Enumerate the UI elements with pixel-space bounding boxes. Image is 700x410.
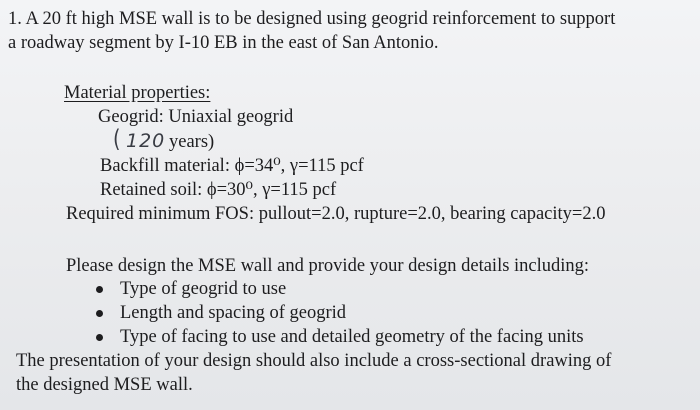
closing-line-2: the designed MSE wall. xyxy=(16,375,193,395)
bullet-icon xyxy=(96,310,103,317)
geogrid-property: Geogrid: Uniaxial geogrid xyxy=(98,107,294,127)
handwritten-paren: ( xyxy=(112,125,121,153)
bullet-icon xyxy=(96,286,103,293)
design-item-geogrid-length-spacing: Length and spacing of geogrid xyxy=(120,303,347,323)
problem-statement-line-2: a roadway segment by I-10 EB in the east of San Antonio. xyxy=(8,33,439,53)
design-request-intro: Please design the MSE wall and provide your design details including: xyxy=(66,256,590,276)
design-life-units: years) xyxy=(169,132,215,152)
material-properties-heading: Material properties: xyxy=(64,83,211,103)
design-item-geogrid-type: Type of geogrid to use xyxy=(120,279,287,299)
closing-line-1: The presentation of your design should also include a cross-sectional drawing of xyxy=(16,351,612,371)
handwritten-design-life: 120 xyxy=(126,130,166,152)
bullet-icon xyxy=(96,334,103,341)
required-fos: Required minimum FOS: pullout=2.0, rupture=2.0, bearing capacity=2.0 xyxy=(66,204,606,224)
design-item-facing-type: Type of facing to use and detailed geometry of the facing units xyxy=(120,327,584,347)
backfill-property: Backfill material: ϕ=34⁰, γ=115 pcf xyxy=(100,156,364,176)
retained-soil-property: Retained soil: ϕ=30⁰, γ=115 pcf xyxy=(100,180,337,200)
problem-statement-line-1: 1. A 20 ft high MSE wall is to be designed using geogrid reinforcement to support xyxy=(8,9,616,29)
